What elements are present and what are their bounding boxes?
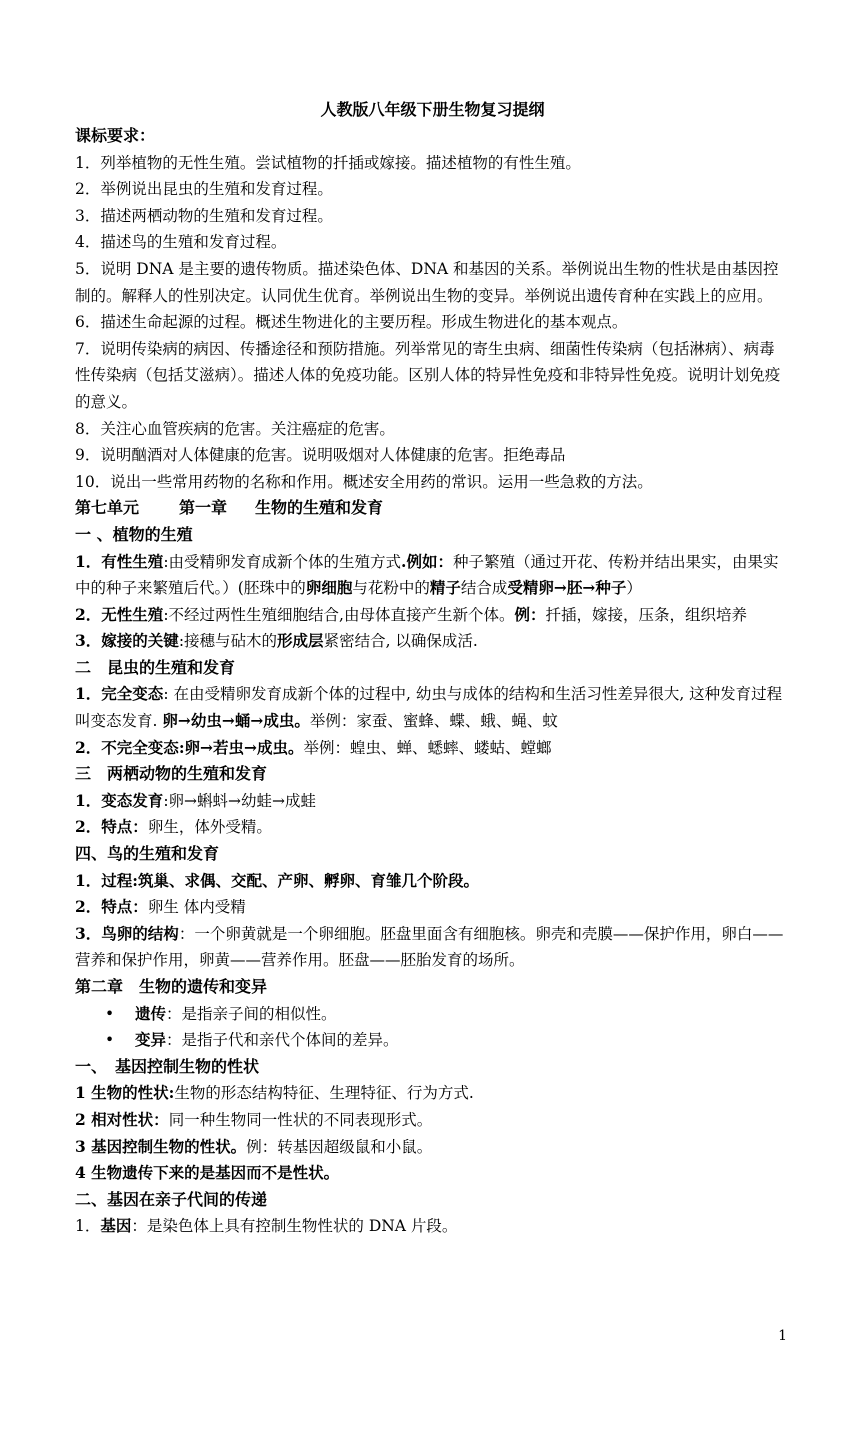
paragraph: 1．基因：是染色体上具有控制生物性状的 DNA 片段。 — [75, 1216, 458, 1236]
list-item: • 遗传：是指亲子间的相似性。 — [75, 1001, 790, 1028]
list-item: 4．描述鸟的生殖和发育过程。 — [75, 233, 287, 252]
section-heading: 二 昆虫的生殖和发育 — [75, 657, 236, 677]
paragraph: 1．过程:筑巢、求偶、交配、产卵、孵卵、育雏几个阶段。 — [75, 870, 480, 890]
paragraph: 1．变态发育:卵→蝌蚪→幼蛙→成蛙 — [75, 790, 316, 810]
paragraph: 2．无性生殖:不经过两性生殖细胞结合,由母体直接产生新个体。例：扦插，嫁接，压条，组织培养 — [75, 604, 747, 624]
section-heading: 一 、植物的生殖 — [75, 524, 193, 544]
paragraph: 3．鸟卵的结构：一个卵黄就是一个卵细胞。胚盘里面含有细胞核。卵壳和壳膜——保护作用，卵白——营养和保护作用，卵黄——营养作用。胚盘——胚胎发育的场所。 — [75, 923, 784, 970]
list-item: • 变异：是指子代和亲代个体间的差异。 — [75, 1027, 790, 1054]
section-heading: 二、基因在亲子代间的传递 — [75, 1189, 268, 1209]
list-item: 9．说明酗酒对人体健康的危害。说明吸烟对人体健康的危害。拒绝毒品 — [75, 446, 566, 465]
chapter-heading: 第二章 生物的遗传和变异 — [75, 977, 268, 996]
paragraph: 1 生物的性状:生物的形态结构特征、生理特征、行为方式. — [75, 1083, 474, 1103]
paragraph: 1．有性生殖:由受精卵发育成新个体的生殖方式.例如：种子繁殖（通过开花、传粉并结出果实，由果实中的种子来繁殖后代。）(胚珠中的卵细胞与花粉中的精子结合成受精卵→胚→种子） — [75, 551, 779, 598]
unit-label: 第七单元 — [75, 498, 140, 518]
section-heading: 四、鸟的生殖和发育 — [75, 844, 220, 864]
paragraph: 4 生物遗传下来的是基因而不是性状。 — [75, 1163, 340, 1183]
bullet-icon: • — [105, 1031, 115, 1050]
bullet-icon: • — [105, 1004, 115, 1023]
chapter-label: 第一章 — [179, 498, 228, 518]
chapter-title: 生物的生殖和发育 — [255, 498, 384, 518]
list-item: 1．列举植物的无性生殖。尝试植物的扦插或嫁接。描述植物的有性生殖。 — [75, 153, 581, 172]
paragraph: 2．特点：卵生 体内受精 — [75, 897, 246, 917]
list-item: 3．描述两栖动物的生殖和发育过程。 — [75, 206, 333, 225]
paragraph: 3 基因控制生物的性状。例：转基因超级鼠和小鼠。 — [75, 1136, 433, 1156]
page-number: 1 — [778, 1328, 787, 1344]
paragraph: 2．不完全变态:卵→若虫→成虫。举例：蝗虫、蝉、蟋蟀、蝼蛄、螳螂 — [75, 737, 552, 757]
requirements-list — [75, 150, 790, 496]
paragraph: 3．嫁接的关键:接穗与砧木的形成层紧密结合, 以确保成活. — [75, 631, 478, 651]
list-item: 8．关注心血管疾病的危害。关注癌症的危害。 — [75, 419, 395, 438]
document-page — [75, 97, 790, 1240]
list-item: 7．说明传染病的病因、传播途径和预防措施。列举常见的寄生虫病、细菌性传染病（包括淋病）、病毒性传染病（包括艾滋病）。描述人体的免疫功能。区别人体的特异性免疫和非特异性免疫。说明计划免疫的意义。 — [75, 339, 781, 411]
list-item: 2．举例说出昆虫的生殖和发育过程。 — [75, 180, 333, 199]
paragraph: 2．特点：卵生，体外受精。 — [75, 817, 272, 837]
section-heading: 一、 基因控制生物的性状 — [75, 1056, 260, 1076]
unit-heading — [75, 495, 790, 522]
paragraph: 1．完全变态: 在由受精卵发育成新个体的过程中, 幼虫与成体的结构和生活习性差异很大, 这种发育过程叫变态发育. 卵→幼虫→蛹→成虫。举例：家蚕、蜜蜂、蝶、蛾、蝇、蚊 — [75, 684, 783, 731]
paragraph: 2 相对性状：同一种生物同一性状的不同表现形式。 — [75, 1109, 433, 1129]
list-item: 6．描述生命起源的过程。概述生物进化的主要历程。形成生物进化的基本观点。 — [75, 313, 628, 332]
list-item: 10．说出一些常用药物的名称和作用。概述安全用药的常识。运用一些急救的方法。 — [75, 472, 653, 491]
doc-title: 人教版八年级下册生物复习提纲 — [320, 100, 545, 119]
list-item: 5．说明 DNA 是主要的遗传物质。描述染色体、DNA 和基因的关系。举例说出生物的性状是由基因控制的。解释人的性别决定。认同优生优育。举例说出生物的变异。举例说出遗传育种在实践上的应用。 — [75, 259, 779, 305]
section-heading: 三 两栖动物的生殖和发育 — [75, 764, 268, 784]
requirements-heading: 课标要求： — [75, 126, 156, 145]
